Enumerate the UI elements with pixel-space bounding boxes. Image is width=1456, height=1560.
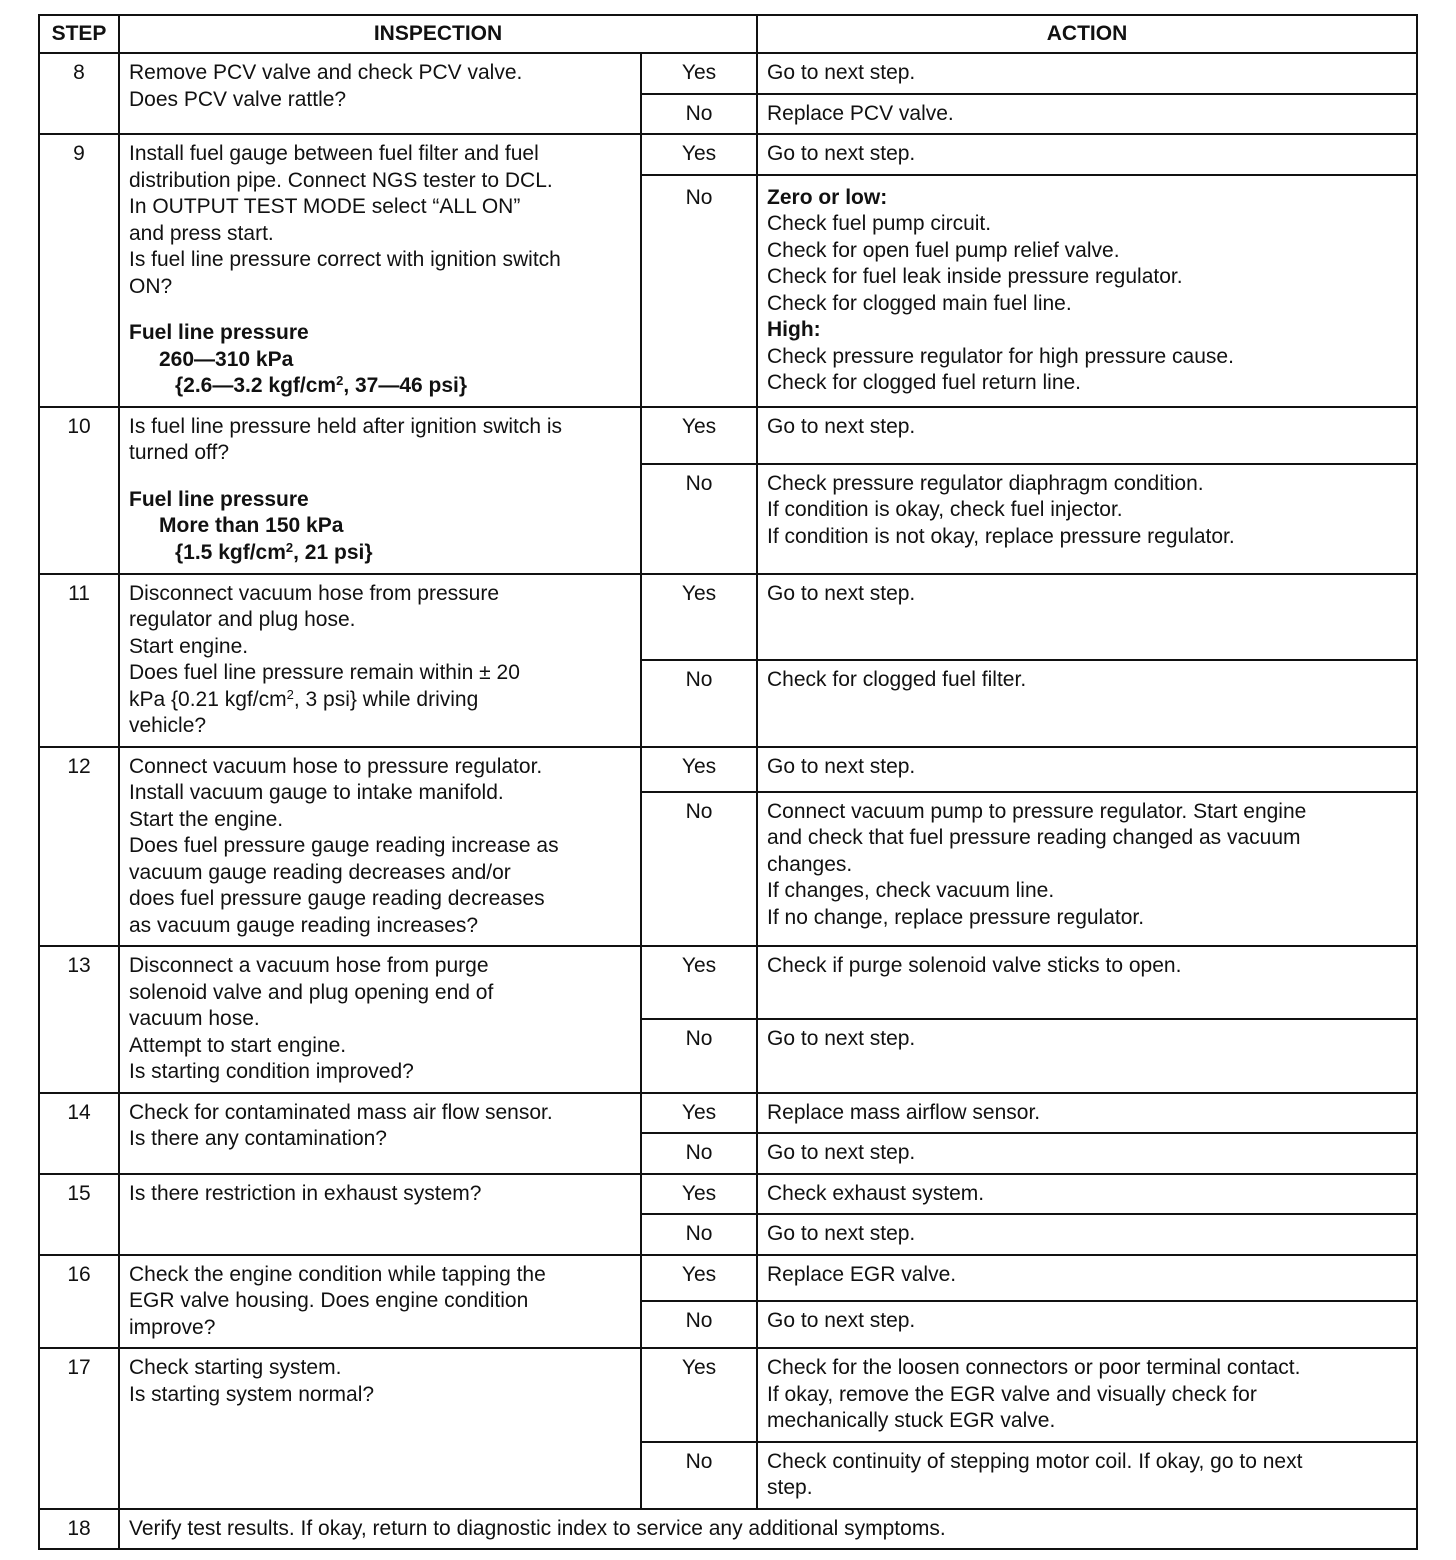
inspection-line: vacuum gauge reading decreases and/or xyxy=(129,860,511,884)
inspection-line: Is fuel line pressure correct with ignition switch xyxy=(129,248,561,271)
table-row xyxy=(39,407,1417,464)
yes-label: Yes xyxy=(641,946,757,1019)
no-action xyxy=(757,1301,1417,1348)
spec-alt-pre: {1.5 kgf/cm xyxy=(175,540,286,564)
inspection-line: Connect vacuum hose to pressure regulator. xyxy=(129,754,543,778)
step-number: 16 xyxy=(39,1255,119,1349)
action-line: Check for open fuel pump relief valve. xyxy=(767,238,1120,262)
action-line: Replace PCV valve. xyxy=(767,101,954,125)
step-number: 17 xyxy=(39,1348,119,1509)
action-line: If okay, remove the EGR valve and visually check for xyxy=(767,1382,1257,1406)
action-line: Go to next step. xyxy=(767,61,916,84)
inspection-line: Start engine. xyxy=(129,634,249,658)
yes-label: Yes xyxy=(641,1093,757,1134)
inspection-line: vacuum hose. xyxy=(129,1007,260,1030)
inspection-line: Start the engine. xyxy=(129,807,284,831)
inspection-line: Is starting system normal? xyxy=(129,1382,375,1406)
action-line: Go to next step. xyxy=(767,581,916,605)
no-label: No xyxy=(641,175,757,407)
action-line: Check for clogged fuel filter. xyxy=(767,668,1027,691)
inspection-line: improve? xyxy=(129,1315,216,1339)
header-inspection: INSPECTION xyxy=(119,15,757,53)
yes-label: Yes xyxy=(641,1255,757,1302)
inspection-line: Is fuel line pressure held after ignition switch is xyxy=(129,414,563,438)
table-row xyxy=(39,1093,1417,1134)
action-line: Check for clogged fuel return line. xyxy=(767,371,1082,395)
step-number: 11 xyxy=(39,574,119,747)
action-line: mechanically stuck EGR valve. xyxy=(767,1409,1056,1432)
table-row xyxy=(39,1348,1417,1442)
table-row xyxy=(39,946,1417,1019)
diagnostic-table xyxy=(38,14,1418,1550)
action-line: Replace mass airflow sensor. xyxy=(767,1100,1041,1124)
step-number: 13 xyxy=(39,946,119,1093)
action-line: Go to next step. xyxy=(767,142,916,165)
yes-action xyxy=(757,407,1417,464)
yes-label: Yes xyxy=(641,574,757,661)
no-action xyxy=(757,1019,1417,1092)
inspection-line: EGR valve housing. Does engine condition xyxy=(129,1289,529,1312)
inspection-line: Does fuel line pressure remain within ± 20 xyxy=(129,661,520,684)
header-action: ACTION xyxy=(757,15,1417,53)
inspection-cell xyxy=(119,1174,641,1255)
table-row xyxy=(39,1509,1417,1550)
inspection-cell xyxy=(119,1255,641,1349)
inspection-line: Does fuel pressure gauge reading increase as xyxy=(129,834,559,857)
spec-alt-post: , 21 psi} xyxy=(293,540,373,564)
no-action xyxy=(757,464,1417,574)
action-line: Check fuel pump circuit. xyxy=(767,212,992,236)
spec-alt-post: , 37—46 psi} xyxy=(343,374,468,397)
no-label: No xyxy=(641,1301,757,1348)
table-row xyxy=(39,574,1417,661)
spec-title: Fuel line pressure xyxy=(129,321,309,344)
inspection-cell xyxy=(119,134,641,407)
action-line: changes. xyxy=(767,852,853,876)
action-line: Go to next step. xyxy=(767,1222,916,1245)
action-line: Go to next step. xyxy=(767,1027,916,1051)
no-action xyxy=(757,175,1417,407)
action-line: If condition is okay, check fuel injector. xyxy=(767,498,1123,521)
action-line: If changes, check vacuum line. xyxy=(767,879,1055,903)
spec-alt-sup: 2 xyxy=(336,373,344,388)
table-row xyxy=(39,134,1417,175)
yes-label: Yes xyxy=(641,747,757,792)
action-line: Check for the loosen connectors or poor terminal contact. xyxy=(767,1356,1301,1379)
spec-alt xyxy=(129,373,631,400)
header-row xyxy=(39,15,1417,53)
inspection-sup: 2 xyxy=(286,686,294,702)
spec-title: Fuel line pressure xyxy=(129,487,309,511)
inspection-cell xyxy=(119,407,641,574)
step-number: 14 xyxy=(39,1093,119,1174)
action-line: Check for fuel leak inside pressure regulator. xyxy=(767,265,1183,289)
yes-action xyxy=(757,53,1417,94)
spec-alt xyxy=(129,540,631,567)
yes-label: Yes xyxy=(641,1174,757,1215)
yes-action xyxy=(757,946,1417,1019)
spec-value: More than 150 kPa xyxy=(159,514,344,537)
inspection-line: Does PCV valve rattle? xyxy=(129,87,347,111)
no-action xyxy=(757,1442,1417,1509)
inspection-line: Is starting condition improved? xyxy=(129,1060,414,1083)
yes-label: Yes xyxy=(641,53,757,94)
action-line: Check continuity of stepping motor coil. If okay, go to next xyxy=(767,1449,1303,1473)
inspection-cell xyxy=(119,946,641,1093)
inspection-line: Attempt to start engine. xyxy=(129,1033,347,1057)
yes-action xyxy=(757,574,1417,661)
spec-alt-pre: {2.6—3.2 kgf/cm xyxy=(175,374,337,397)
yes-action xyxy=(757,1255,1417,1302)
inspection-line: Check the engine condition while tapping the xyxy=(129,1262,546,1286)
inspection-line: Is there restriction in exhaust system? xyxy=(129,1181,482,1205)
header-step: STEP xyxy=(39,15,119,53)
action-line: Go to next step. xyxy=(767,754,916,778)
inspection-cell xyxy=(119,747,641,947)
inspection-line: Is there any contamination? xyxy=(129,1127,387,1150)
spec-alt-sup: 2 xyxy=(285,539,294,555)
action-heading: Zero or low: xyxy=(767,185,888,209)
no-label: No xyxy=(641,464,757,574)
inspection-line: Disconnect a vacuum hose from purge xyxy=(129,954,489,977)
action-line: Replace EGR valve. xyxy=(767,1262,957,1286)
step-number: 8 xyxy=(39,53,119,134)
action-line: Go to next step. xyxy=(767,1309,916,1333)
action-line: Check exhaust system. xyxy=(767,1181,985,1205)
spec-value: 260—310 kPa xyxy=(159,347,294,371)
action-line: Check pressure regulator diaphragm condition. xyxy=(767,471,1204,495)
no-action xyxy=(757,1214,1417,1255)
yes-action xyxy=(757,747,1417,792)
action-line: Go to next step. xyxy=(767,414,916,438)
final-instruction: Verify test results. If okay, return to diagnostic index to service any additional symptoms. xyxy=(119,1509,1417,1550)
table-row xyxy=(39,747,1417,792)
action-line: If no change, replace pressure regulator. xyxy=(767,905,1145,929)
inspection-cell xyxy=(119,53,641,134)
inspection-line: In OUTPUT TEST MODE select “ALL ON” xyxy=(129,195,521,218)
action-line: Go to next step. xyxy=(767,1141,916,1164)
inspection-cell xyxy=(119,1348,641,1509)
action-line: step. xyxy=(767,1476,813,1499)
table-row xyxy=(39,53,1417,94)
no-label: No xyxy=(641,94,757,135)
no-action xyxy=(757,660,1417,747)
step-number: 18 xyxy=(39,1509,119,1550)
step-number: 12 xyxy=(39,747,119,947)
inspection-line: solenoid valve and plug opening end of xyxy=(129,980,494,1004)
inspection-line: Check starting system. xyxy=(129,1356,342,1379)
inspection-line: vehicle? xyxy=(129,714,207,737)
no-label: No xyxy=(641,1133,757,1174)
no-action xyxy=(757,792,1417,946)
no-label: No xyxy=(641,1214,757,1255)
inspection-line: turned off? xyxy=(129,441,230,464)
table-row xyxy=(39,1255,1417,1302)
inspection-line: regulator and plug hose. xyxy=(129,608,356,631)
action-line: Connect vacuum pump to pressure regulator. Start engine xyxy=(767,799,1307,823)
inspection-line: Install vacuum gauge to intake manifold. xyxy=(129,781,504,804)
action-line: and check that fuel pressure reading changed as vacuum xyxy=(767,826,1301,850)
action-line: If condition is not okay, replace pressure regulator. xyxy=(767,524,1235,548)
yes-label: Yes xyxy=(641,1348,757,1442)
inspection-line: distribution pipe. Connect NGS tester to DCL. xyxy=(129,168,553,192)
inspection-line: ON? xyxy=(129,274,173,298)
yes-action xyxy=(757,1093,1417,1134)
inspection-sup-post: , 3 psi} while driving xyxy=(293,687,479,711)
action-line: Check pressure regulator for high pressure cause. xyxy=(767,344,1234,368)
action-heading: High: xyxy=(767,318,821,342)
inspection-line: Remove PCV valve and check PCV valve. xyxy=(129,61,523,84)
no-label: No xyxy=(641,792,757,946)
inspection-line xyxy=(129,687,631,714)
inspection-line: does fuel pressure gauge reading decreases xyxy=(129,887,545,910)
action-line: Check if purge solenoid valve sticks to open. xyxy=(767,954,1182,977)
inspection-cell xyxy=(119,1093,641,1174)
inspection-line: Disconnect vacuum hose from pressure xyxy=(129,581,499,605)
inspection-line: Install fuel gauge between fuel filter and fuel xyxy=(129,142,539,165)
action-line: Check for clogged main fuel line. xyxy=(767,291,1072,315)
inspection-line: and press start. xyxy=(129,221,274,245)
yes-label: Yes xyxy=(641,407,757,464)
no-action xyxy=(757,94,1417,135)
step-number: 15 xyxy=(39,1174,119,1255)
no-label: No xyxy=(641,1019,757,1092)
step-number: 10 xyxy=(39,407,119,574)
yes-action xyxy=(757,1174,1417,1215)
inspection-line: Check for contaminated mass air flow sensor. xyxy=(129,1100,553,1124)
table-row xyxy=(39,1174,1417,1215)
no-label: No xyxy=(641,1442,757,1509)
yes-action xyxy=(757,134,1417,175)
yes-action xyxy=(757,1348,1417,1442)
no-label: No xyxy=(641,660,757,747)
yes-label: Yes xyxy=(641,134,757,175)
inspection-line: as vacuum gauge reading increases? xyxy=(129,913,479,937)
inspection-sup-pre: kPa {0.21 kgf/cm xyxy=(129,687,287,711)
no-action xyxy=(757,1133,1417,1174)
step-number: 9 xyxy=(39,134,119,407)
inspection-cell xyxy=(119,574,641,747)
